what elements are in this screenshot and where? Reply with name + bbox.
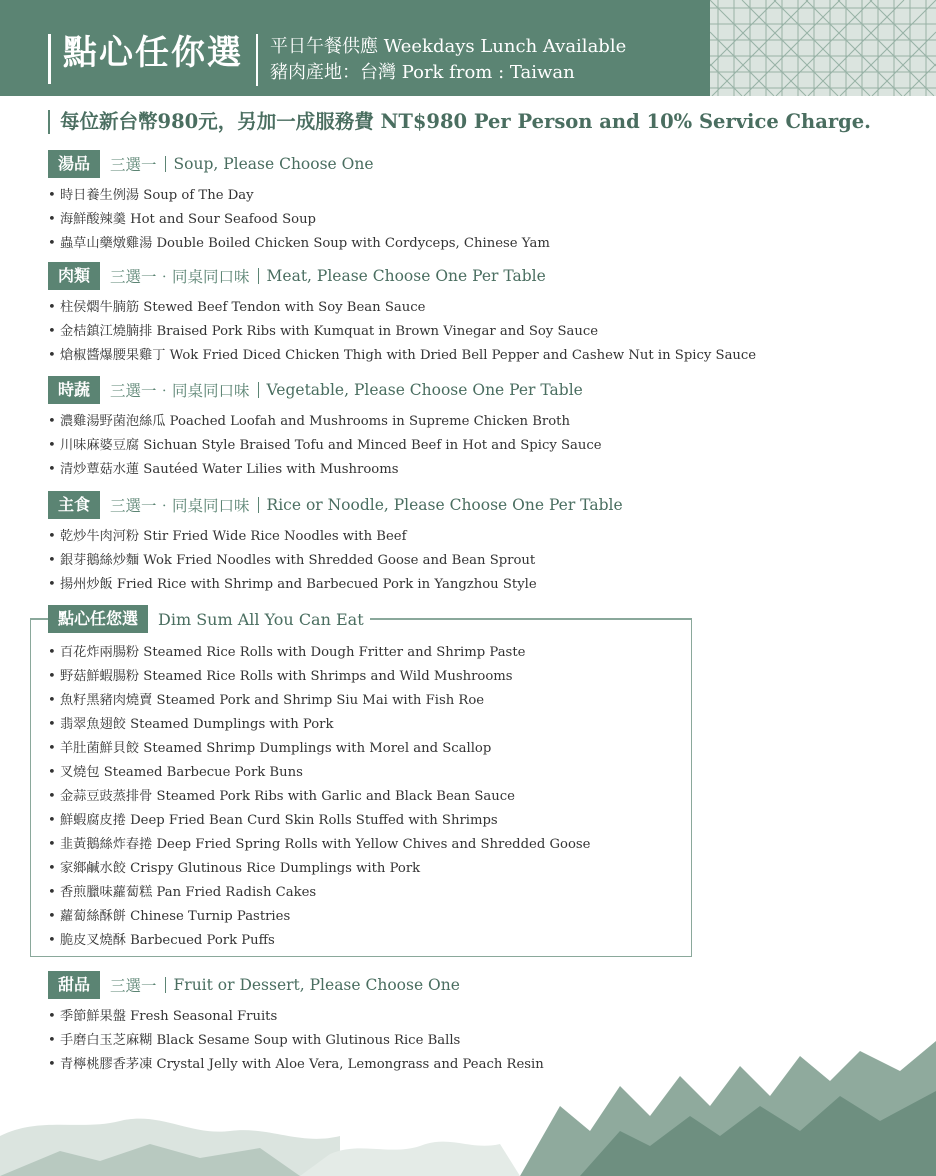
lattice-pattern-icon [710, 0, 936, 96]
choose-zh: 三選一‧同桌同口味 [110, 268, 250, 286]
section-vegetable [48, 376, 602, 482]
list-item: • 時日養生例湯 Soup of The Day [48, 184, 550, 208]
price-line: 每位新台幣980元，另加一成服務費 NT$980 Per Person and 10% Service Charge. [48, 110, 871, 134]
section-tag: 湯品 [48, 150, 100, 178]
section-tag: 主食 [48, 491, 100, 519]
mountain-landscape-icon [0, 1036, 936, 1176]
choose-zh: 三選一‧同桌同口味 [110, 497, 250, 515]
list-item: • 柱侯燜牛腩筋 Stewed Beef Tendon with Soy Bean Sauce [48, 296, 756, 320]
list-item: • 魚籽黑豬肉燒賣 Steamed Pork and Shrimp Siu Mai with Fish Roe [48, 689, 590, 713]
section-tag: 點心任您選 [48, 605, 148, 633]
section-header [48, 491, 623, 519]
list-item: • 蘿蔔絲酥餅 Chinese Turnip Pastries [48, 905, 590, 929]
dimsum-title: Dim Sum All You Can Eat [158, 609, 364, 629]
header-banner [0, 0, 936, 96]
section-meat [48, 262, 756, 368]
divider [258, 382, 259, 398]
list-item: • 海鮮酸辣羹 Hot and Sour Seafood Soup [48, 208, 550, 232]
section-tag: 時蔬 [48, 376, 100, 404]
list-item: • 蟲草山藥燉雞湯 Double Boiled Chicken Soup with Cordyceps, Chinese Yam [48, 232, 550, 256]
list-item: • 金蒜豆豉蒸排骨 Steamed Pork Ribs with Garlic and Black Bean Sauce [48, 785, 590, 809]
list-item: • 季節鮮果盤 Fresh Seasonal Fruits [48, 1005, 544, 1029]
section-header [48, 971, 544, 999]
choose-en: Meat, Please Choose One Per Table [266, 267, 546, 285]
list-item: • 鮮蝦腐皮捲 Deep Fried Bean Curd Skin Rolls Stuffed with Shrimps [48, 809, 590, 833]
subtitle-line-2: 豬肉產地：台灣 Pork from : Taiwan [270, 62, 575, 83]
list-item: • 百花炸兩腸粉 Steamed Rice Rolls with Dough Fritter and Shrimp Paste [48, 641, 590, 665]
section-tag: 甜品 [48, 971, 100, 999]
section-dimsum [48, 605, 590, 953]
list-item: • 川味麻婆豆腐 Sichuan Style Braised Tofu and Minced Beef in Hot and Spicy Sauce [48, 434, 602, 458]
subtitle [256, 34, 626, 86]
section-rice-noodle [48, 491, 623, 597]
choose-zh: 三選一 [110, 977, 157, 995]
list-item: • 翡翠魚翅餃 Steamed Dumplings with Pork [48, 713, 590, 737]
list-item: • 羊肚菌鮮貝餃 Steamed Shrimp Dumplings with Morel and Scallop [48, 737, 590, 761]
list-item: • 熗椒醬爆腰果雞丁 Wok Fried Diced Chicken Thigh with Dried Bell Pepper and Cashew Nut in Spicy Sauce [48, 344, 756, 368]
list-item: • 野菇鮮蝦腸粉 Steamed Rice Rolls with Shrimps and Wild Mushrooms [48, 665, 590, 689]
list-item: • 家鄉鹹水餃 Crispy Glutinous Rice Dumplings with Pork [48, 857, 590, 881]
list-item: • 脆皮叉燒酥 Barbecued Pork Puffs [48, 929, 590, 953]
list-item: • 濃雞湯野菌泡絲瓜 Poached Loofah and Mushrooms in Supreme Chicken Broth [48, 410, 602, 434]
list-item: • 金桔鎮江燒腩排 Braised Pork Ribs with Kumquat in Brown Vinegar and Soy Sauce [48, 320, 756, 344]
divider [258, 268, 259, 284]
subtitle-line-1: 平日午餐供應 Weekdays Lunch Available [270, 36, 627, 57]
list-item: • 叉燒包 Steamed Barbecue Pork Buns [48, 761, 590, 785]
page-title: 點心任你選 [63, 33, 243, 73]
title-block [48, 34, 243, 84]
choose-en: Rice or Noodle, Please Choose One Per Table [266, 496, 623, 514]
section-soup [48, 150, 550, 256]
section-header [48, 150, 550, 178]
list-item: • 清炒蕈菇水蓮 Sautéed Water Lilies with Mushrooms [48, 458, 602, 482]
section-header [48, 605, 590, 633]
list-item: • 乾炒牛肉河粉 Stir Fried Wide Rice Noodles with Beef [48, 525, 623, 549]
divider [258, 497, 259, 513]
section-header [48, 376, 602, 404]
choose-zh: 三選一 [110, 156, 157, 174]
list-item: • 揚州炒飯 Fried Rice with Shrimp and Barbecued Pork in Yangzhou Style [48, 573, 623, 597]
choose-en: Fruit or Dessert, Please Choose One [173, 976, 460, 994]
list-item: • 銀芽鵝絲炒麵 Wok Fried Noodles with Shredded Goose and Bean Sprout [48, 549, 623, 573]
divider [165, 156, 166, 172]
choose-zh: 三選一‧同桌同口味 [110, 382, 250, 400]
divider [165, 977, 166, 993]
section-tag: 肉類 [48, 262, 100, 290]
choose-en: Soup, Please Choose One [173, 155, 374, 173]
choose-en: Vegetable, Please Choose One Per Table [266, 381, 583, 399]
list-item: • 青檸桃膠香茅凍 Crystal Jelly with Aloe Vera, Lemongrass and Peach Resin [48, 1053, 544, 1077]
dimsum-frame-cap [30, 618, 48, 620]
list-item: • 韭黃鵝絲炸春捲 Deep Fried Spring Rolls with Yellow Chives and Shredded Goose [48, 833, 590, 857]
list-item: • 香煎臘味蘿蔔糕 Pan Fried Radish Cakes [48, 881, 590, 905]
list-item: • 手磨白玉芝麻糊 Black Sesame Soup with Glutinous Rice Balls [48, 1029, 544, 1053]
section-header [48, 262, 756, 290]
